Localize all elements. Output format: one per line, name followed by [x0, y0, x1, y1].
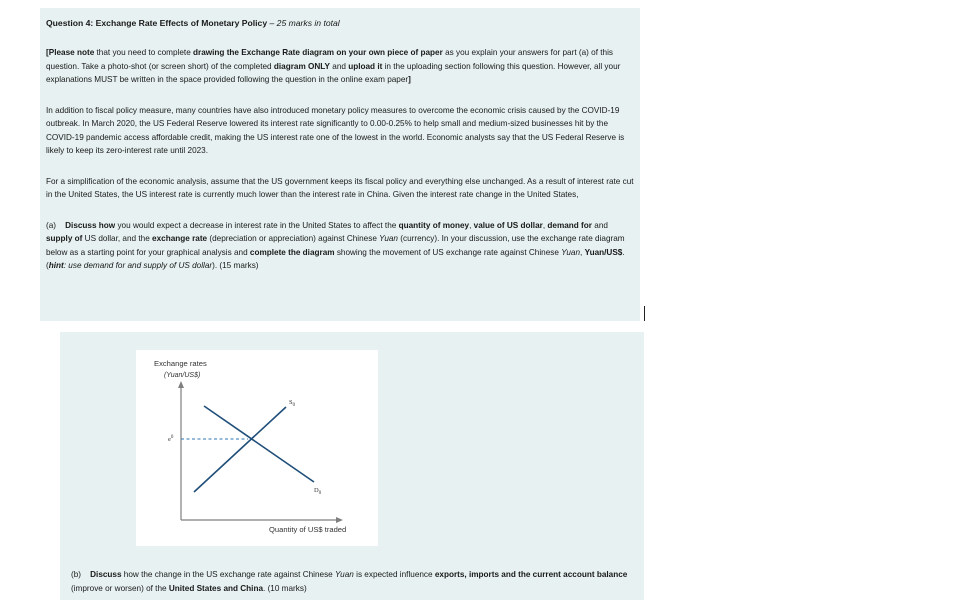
supply-curve: [194, 407, 286, 492]
x-axis-label: Quantity of US$ traded: [269, 525, 347, 534]
supply-label: $S_0$: [289, 399, 296, 408]
part-a-text: (a) Discuss how you would expect a decrease in interest rate in the United States to affect the quantity of money, value of US dollar, demand for and supply of US dollar, and the exchange rate (depreciation or appreciation) against Chinese Yuan (currency). In your discussion, use the exchange rate diagram below as a starting point for your graphical analysis and complete the diagram showing the movement of US exchange rate against Chinese Yuan, Yuan/US$. (hint: use demand for and supply of US dollar). (15 marks): [46, 220, 625, 270]
note-paragraph: [Please note that you need to complete drawing the Exchange Rate diagram on your own piece of paper as you explain your answers for part (a) of this question. Take a photo-shot (or screen short) of the completed diagram ONLY and upload it in the uploading section following this question. However, all your explanations MUST be written in the space provided following the question in the online exam paper]: [46, 48, 621, 84]
assumption-paragraph: For a simplification of the economic analysis, assume that the US government keeps its fiscal policy and everything else unchanged. As a result of interest rate cut in the United States, the US interest rate is currently much lower than the interest rate in China. Given the interest rate change in the United States,: [46, 176, 634, 199]
exchange-rate-diagram: [136, 350, 378, 546]
question-title: Question 4: Exchange Rate Effects of Monetary Policy – 25 marks in total: [46, 18, 340, 28]
y-axis-label: Exchange rates: [154, 359, 207, 368]
x-axis-arrow: [336, 517, 343, 523]
text-cursor: [644, 306, 645, 321]
y-axis-unit-label: (Yuan/US$): [164, 372, 201, 379]
marks-total: – 25 marks in total: [267, 18, 340, 28]
context-paragraph: In addition to fiscal policy measure, many countries have also introduced monetary policy measures to overcome the economic crisis caused by the COVID-19 outbreak. In March 2020, the US Federal Reserve lowered its interest rate significantly to 0.00-0.25% to help small and medium-sized businesses hit by the COVID-19 pandemic access affordable credit, making the US interest rate one of the lowest in the world. Economic analysts say that the US Federal Reserve is likely to keep its zero-interest rate until 2023.: [46, 105, 625, 155]
equilibrium-label: $e^0$: [168, 435, 174, 443]
diagram-svg: [136, 350, 378, 546]
demand-curve: [204, 406, 314, 482]
demand-label: $D_0$: [314, 487, 322, 496]
part-b-text: (b) Discuss how the change in the US exchange rate against Chinese Yuan is expected influence exports, imports and the current account balance (improve or worsen) of the United States and China. (10 marks): [71, 570, 628, 593]
question-panel: [40, 8, 640, 321]
diagram-panel: [60, 332, 644, 600]
y-axis-arrow: [178, 381, 184, 388]
